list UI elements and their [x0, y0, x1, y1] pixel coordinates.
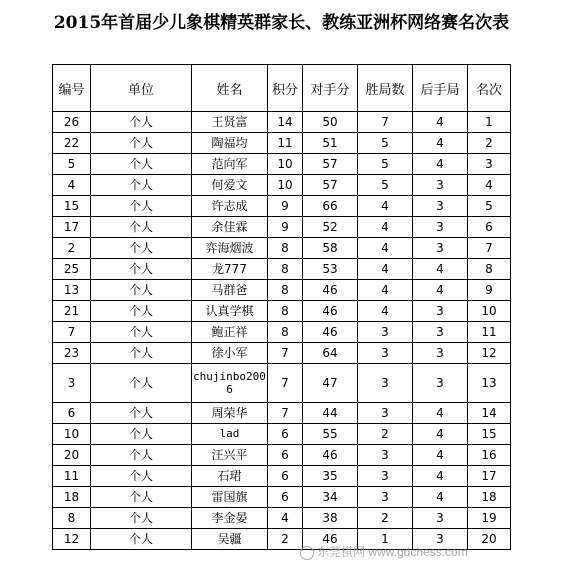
cell-col-points: 14	[268, 112, 303, 133]
cell-col-opponent-score: 57	[303, 175, 358, 196]
cell-col-unit: 个人	[91, 343, 192, 364]
cell-col-opponent-score: 44	[303, 403, 358, 424]
cell-col-name: 陶福均	[192, 133, 268, 154]
cell-col-black-games: 3	[413, 175, 468, 196]
table-row	[53, 403, 511, 424]
cell-col-opponent-score: 46	[303, 280, 358, 301]
cell-col-name: 石珺	[192, 466, 268, 487]
table-row	[53, 343, 511, 364]
cell-col-points: 4	[268, 508, 303, 529]
cell-col-opponent-score: 55	[303, 424, 358, 445]
cell-col-name: 徐小军	[192, 343, 268, 364]
cell-col-number: 4	[53, 175, 91, 196]
header-col-wins: 胜局数	[358, 65, 413, 112]
cell-col-wins: 3	[358, 403, 413, 424]
cell-col-number: 5	[53, 154, 91, 175]
cell-col-rank: 6	[468, 217, 511, 238]
cell-col-black-games: 3	[413, 364, 468, 403]
header-col-unit: 单位	[91, 65, 192, 112]
cell-col-black-games: 4	[413, 280, 468, 301]
cell-col-opponent-score: 46	[303, 529, 358, 550]
cell-col-unit: 个人	[91, 508, 192, 529]
cell-col-opponent-score: 64	[303, 343, 358, 364]
cell-col-black-games: 4	[413, 259, 468, 280]
cell-col-points: 6	[268, 466, 303, 487]
cell-col-black-games: 3	[413, 238, 468, 259]
cell-col-number: 10	[53, 424, 91, 445]
table-row	[53, 301, 511, 322]
cell-col-wins: 3	[358, 322, 413, 343]
table-row	[53, 175, 511, 196]
cell-col-rank: 7	[468, 238, 511, 259]
cell-col-opponent-score: 34	[303, 487, 358, 508]
table-row	[53, 259, 511, 280]
cell-col-number: 26	[53, 112, 91, 133]
cell-col-wins: 3	[358, 487, 413, 508]
cell-col-name: 鲍正祥	[192, 322, 268, 343]
cell-col-black-games: 4	[413, 403, 468, 424]
cell-col-black-games: 4	[413, 487, 468, 508]
cell-col-unit: 个人	[91, 487, 192, 508]
cell-col-name: 许志成	[192, 196, 268, 217]
cell-col-name: chujinbo2006	[192, 364, 268, 403]
cell-col-wins: 4	[358, 217, 413, 238]
cell-col-wins: 4	[358, 259, 413, 280]
cell-col-wins: 3	[358, 466, 413, 487]
cell-col-points: 2	[268, 529, 303, 550]
table-row	[53, 364, 511, 403]
watermark-text: 东莞棋网 www.gdchess.com	[317, 545, 468, 559]
cell-col-opponent-score: 46	[303, 322, 358, 343]
cell-col-rank: 5	[468, 196, 511, 217]
cell-col-name: 李金晏	[192, 508, 268, 529]
cell-col-opponent-score: 46	[303, 301, 358, 322]
cell-col-points: 11	[268, 133, 303, 154]
cell-col-unit: 个人	[91, 466, 192, 487]
cell-col-name: 王贤富	[192, 112, 268, 133]
header-col-opponent-score: 对手分	[303, 65, 358, 112]
cell-col-points: 9	[268, 196, 303, 217]
cell-col-opponent-score: 51	[303, 133, 358, 154]
cell-col-points: 9	[268, 217, 303, 238]
cell-col-black-games: 3	[413, 322, 468, 343]
watermark-logo-icon	[300, 546, 314, 560]
ranking-table	[52, 64, 511, 550]
cell-col-wins: 3	[358, 445, 413, 466]
cell-col-number: 22	[53, 133, 91, 154]
cell-col-rank: 16	[468, 445, 511, 466]
cell-col-number: 2	[53, 238, 91, 259]
cell-col-black-games: 3	[413, 508, 468, 529]
cell-col-number: 13	[53, 280, 91, 301]
cell-col-number: 15	[53, 196, 91, 217]
cell-col-rank: 12	[468, 343, 511, 364]
cell-col-points: 7	[268, 343, 303, 364]
cell-col-points: 6	[268, 424, 303, 445]
cell-col-unit: 个人	[91, 403, 192, 424]
cell-col-black-games: 3	[413, 529, 468, 550]
cell-col-points: 8	[268, 238, 303, 259]
cell-col-black-games: 4	[413, 133, 468, 154]
cell-col-opponent-score: 57	[303, 154, 358, 175]
table-row	[53, 508, 511, 529]
header-col-rank: 名次	[468, 65, 511, 112]
header-col-number: 编号	[53, 65, 91, 112]
watermark	[300, 543, 468, 560]
cell-col-name: 认真学棋	[192, 301, 268, 322]
cell-col-name: 吴疆	[192, 529, 268, 550]
cell-col-black-games: 3	[413, 343, 468, 364]
header-col-name: 姓名	[192, 65, 268, 112]
cell-col-opponent-score: 38	[303, 508, 358, 529]
cell-col-rank: 10	[468, 301, 511, 322]
cell-col-name: 马群爸	[192, 280, 268, 301]
page-title: 2015年首届少儿象棋精英群家长、教练亚洲杯网络赛名次表	[53, 13, 510, 33]
table-row	[53, 154, 511, 175]
cell-col-number: 17	[53, 217, 91, 238]
cell-col-points: 7	[268, 403, 303, 424]
cell-col-opponent-score: 66	[303, 196, 358, 217]
table-row	[53, 487, 511, 508]
table-row	[53, 466, 511, 487]
cell-col-unit: 个人	[91, 301, 192, 322]
cell-col-wins: 5	[358, 175, 413, 196]
header-col-points: 积分	[268, 65, 303, 112]
cell-col-wins: 2	[358, 508, 413, 529]
cell-col-opponent-score: 53	[303, 259, 358, 280]
cell-col-rank: 13	[468, 364, 511, 403]
table-row	[53, 280, 511, 301]
cell-col-rank: 14	[468, 403, 511, 424]
cell-col-opponent-score: 52	[303, 217, 358, 238]
cell-col-unit: 个人	[91, 259, 192, 280]
cell-col-rank: 4	[468, 175, 511, 196]
table-row	[53, 133, 511, 154]
cell-col-wins: 4	[358, 280, 413, 301]
cell-col-points: 8	[268, 280, 303, 301]
cell-col-points: 10	[268, 154, 303, 175]
cell-col-wins: 3	[358, 364, 413, 403]
cell-col-unit: 个人	[91, 133, 192, 154]
cell-col-unit: 个人	[91, 196, 192, 217]
cell-col-name: lad	[192, 424, 268, 445]
cell-col-black-games: 3	[413, 217, 468, 238]
table-row	[53, 217, 511, 238]
cell-col-wins: 4	[358, 301, 413, 322]
cell-col-number: 23	[53, 343, 91, 364]
table-row	[53, 238, 511, 259]
cell-col-opponent-score: 35	[303, 466, 358, 487]
cell-col-wins: 4	[358, 238, 413, 259]
cell-col-black-games: 4	[413, 112, 468, 133]
cell-col-rank: 17	[468, 466, 511, 487]
cell-col-points: 8	[268, 259, 303, 280]
table-row	[53, 322, 511, 343]
cell-col-black-games: 4	[413, 154, 468, 175]
cell-col-points: 6	[268, 487, 303, 508]
cell-col-unit: 个人	[91, 154, 192, 175]
cell-col-unit: 个人	[91, 238, 192, 259]
cell-col-rank: 18	[468, 487, 511, 508]
cell-col-name: 周荣华	[192, 403, 268, 424]
cell-col-opponent-score: 58	[303, 238, 358, 259]
cell-col-wins: 7	[358, 112, 413, 133]
cell-col-number: 18	[53, 487, 91, 508]
cell-col-wins: 1	[358, 529, 413, 550]
table-row	[53, 445, 511, 466]
cell-col-points: 10	[268, 175, 303, 196]
cell-col-unit: 个人	[91, 529, 192, 550]
cell-col-name: 汪兴平	[192, 445, 268, 466]
cell-col-points: 8	[268, 301, 303, 322]
cell-col-rank: 15	[468, 424, 511, 445]
cell-col-number: 20	[53, 445, 91, 466]
cell-col-name: 余佳霖	[192, 217, 268, 238]
cell-col-unit: 个人	[91, 280, 192, 301]
cell-col-unit: 个人	[91, 364, 192, 403]
cell-col-opponent-score: 46	[303, 445, 358, 466]
cell-col-rank: 1	[468, 112, 511, 133]
cell-col-opponent-score: 50	[303, 112, 358, 133]
table-row	[53, 424, 511, 445]
cell-col-black-games: 4	[413, 466, 468, 487]
cell-col-black-games: 3	[413, 196, 468, 217]
cell-col-wins: 5	[358, 154, 413, 175]
cell-col-number: 21	[53, 301, 91, 322]
cell-col-rank: 2	[468, 133, 511, 154]
header-row	[53, 65, 511, 112]
cell-col-rank: 9	[468, 280, 511, 301]
cell-col-name: 龙777	[192, 259, 268, 280]
cell-col-points: 8	[268, 322, 303, 343]
cell-col-number: 6	[53, 403, 91, 424]
cell-col-rank: 3	[468, 154, 511, 175]
cell-col-unit: 个人	[91, 112, 192, 133]
cell-col-wins: 3	[358, 343, 413, 364]
cell-col-number: 11	[53, 466, 91, 487]
cell-col-rank: 11	[468, 322, 511, 343]
cell-col-rank: 8	[468, 259, 511, 280]
cell-col-wins: 4	[358, 196, 413, 217]
cell-col-number: 7	[53, 322, 91, 343]
cell-col-black-games: 4	[413, 445, 468, 466]
cell-col-rank: 20	[468, 529, 511, 550]
cell-col-black-games: 3	[413, 301, 468, 322]
cell-col-unit: 个人	[91, 217, 192, 238]
table-body	[53, 112, 511, 550]
cell-col-unit: 个人	[91, 424, 192, 445]
cell-col-wins: 5	[358, 133, 413, 154]
cell-col-number: 25	[53, 259, 91, 280]
cell-col-number: 3	[53, 364, 91, 403]
cell-col-name: 弈海烟波	[192, 238, 268, 259]
table-row	[53, 112, 511, 133]
cell-col-unit: 个人	[91, 445, 192, 466]
cell-col-rank: 19	[468, 508, 511, 529]
cell-col-opponent-score: 47	[303, 364, 358, 403]
cell-col-name: 范向军	[192, 154, 268, 175]
cell-col-name: 雷国旗	[192, 487, 268, 508]
table-row	[53, 196, 511, 217]
cell-col-unit: 个人	[91, 175, 192, 196]
cell-col-black-games: 4	[413, 424, 468, 445]
cell-col-number: 12	[53, 529, 91, 550]
cell-col-points: 6	[268, 445, 303, 466]
header-col-black-games: 后手局	[413, 65, 468, 112]
cell-col-points: 7	[268, 364, 303, 403]
cell-col-wins: 2	[358, 424, 413, 445]
cell-col-number: 8	[53, 508, 91, 529]
cell-col-name: 何爱文	[192, 175, 268, 196]
cell-col-unit: 个人	[91, 322, 192, 343]
